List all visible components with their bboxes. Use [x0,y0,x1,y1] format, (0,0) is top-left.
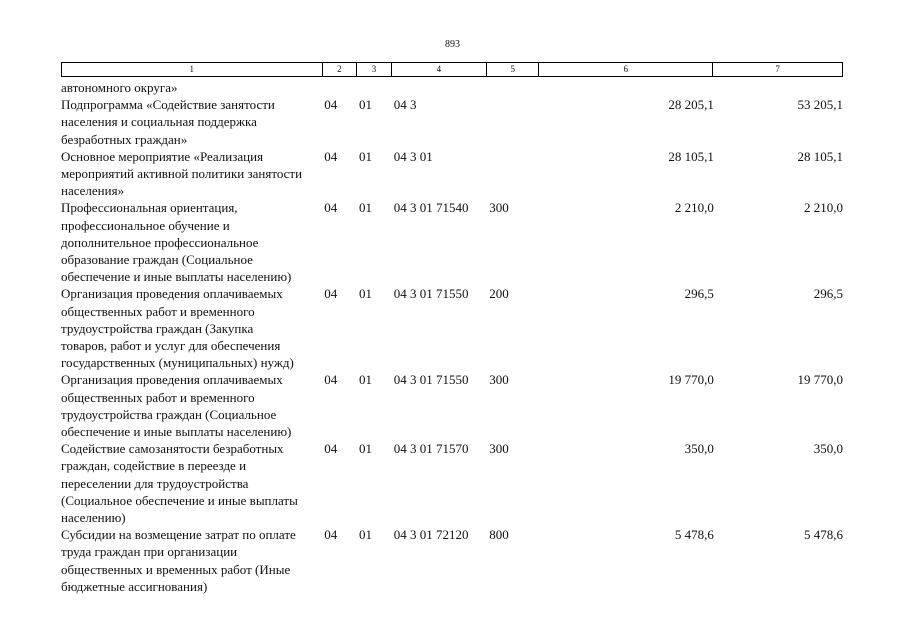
row-c2: 04 [324,527,338,543]
row-name-line: общественных работ и временного [61,303,255,319]
row-c3: 01 [358,97,372,113]
row-c6: 350,0 [684,441,714,457]
continuation-row [61,79,843,96]
row-c3: 01 [358,527,372,543]
row-name [61,526,322,595]
row-c3: 01 [358,286,372,302]
continuation-text: автономного округа» [61,80,178,95]
row-name-line: дополнительное профессиональное [61,234,259,250]
row-c6: 296,5 [684,286,714,302]
header-col-6: 6 [539,63,713,76]
row-name-line: трудоустройства граждан (Закупка [61,320,254,336]
row-c7: 5 478,6 [804,527,843,543]
row-c5 [487,148,540,200]
row-name-line: общественных работ и временного [61,389,255,405]
row-c6: 19 770,0 [668,372,714,388]
row-c3: 01 [358,200,372,216]
row-c5 [487,96,540,148]
header-col-3: 3 [357,63,392,76]
row-name-line: населения» [61,183,125,199]
row-name-line: мероприятий активной политики занятости [61,166,303,182]
header-col-5: 5 [487,63,539,76]
row-c3: 01 [358,441,372,457]
row-c2: 04 [324,97,338,113]
table-header [61,62,843,77]
row-name [61,96,322,148]
row-name-line: общественных и временных работ (Иные [61,561,291,577]
table-rows [61,96,843,595]
row-c2: 04 [324,148,338,164]
row-name-line: Профессиональная ориентация, [61,200,238,216]
row-c6: 2 210,0 [674,200,714,216]
row-name-line: профессиональное обучение и [61,217,230,233]
header-col-1: 1 [62,63,323,76]
row-c5: 300 [489,372,509,388]
table-row [61,148,843,200]
row-name-line: образование граждан (Социальное [61,252,253,268]
row-c6: 28 205,1 [668,97,714,113]
row-name [61,148,322,200]
table-row [61,440,843,526]
row-c4: 04 3 01 71550 [393,286,469,302]
row-c4: 04 3 01 71570 [393,441,469,457]
row-c4: 04 3 01 71540 [393,200,469,216]
row-name-line: товаров, работ и услуг для обеспечения [61,338,281,354]
row-name-line: переселении для трудоустройства [61,475,249,491]
row-name [61,285,322,371]
row-c7: 19 770,0 [797,372,843,388]
table-row [61,199,843,285]
header-col-2: 2 [323,63,358,76]
row-name-line: Содействие самозанятости безработных [61,441,284,457]
row-name-line: трудоустройства граждан (Социальное [61,406,277,422]
row-name [61,371,322,440]
row-c2: 04 [324,286,338,302]
row-c4: 04 3 [393,97,417,113]
row-c5: 300 [489,441,509,457]
row-c5: 200 [489,286,509,302]
row-name [61,440,322,526]
row-c4: 04 3 01 71550 [393,372,469,388]
row-c4: 04 3 01 72120 [393,527,469,543]
row-name-line: Подпрограмма «Содействие занятости [61,97,275,113]
row-name-line: обеспечение и иные выплаты населению) [61,424,292,440]
row-name-line: бюджетные ассигнования) [61,578,208,594]
row-name-line: населения и социальная поддержка [61,114,257,130]
header-col-4: 4 [392,63,487,76]
row-c7: 2 210,0 [804,200,843,216]
row-c3: 01 [358,372,372,388]
row-name-line: Субсидии на возмещение затрат по оплате [61,527,296,543]
table-row [61,526,843,595]
row-c3: 01 [358,148,372,164]
row-c7: 28 105,1 [797,148,843,164]
row-c2: 04 [324,200,338,216]
row-c4: 04 3 01 [393,148,433,164]
row-c5: 300 [489,200,509,216]
row-name-line: Организация проведения оплачиваемых [61,286,283,302]
row-name [61,199,322,285]
table-body [61,79,843,595]
row-c2: 04 [324,441,338,457]
row-name-line: государственных (муниципальных) нужд) [61,355,294,371]
row-name-line: Организация проведения оплачиваемых [61,372,283,388]
row-name-line: Основное мероприятие «Реализация [61,148,264,164]
row-c7: 296,5 [813,286,843,302]
row-name-line: населению) [61,510,126,526]
table-row [61,371,843,440]
row-name-line: (Социальное обеспечение и иные выплаты [61,492,298,508]
row-c5: 800 [489,527,509,543]
row-name-line: безработных граждан» [61,131,188,147]
row-name-line: обеспечение и иные выплаты населению) [61,269,292,285]
row-c7: 53 205,1 [797,97,843,113]
table-row [61,285,843,371]
row-c6: 5 478,6 [674,527,714,543]
row-name-line: труда граждан при организации [61,544,238,560]
row-name-line: граждан, содействие в переезде и [61,458,247,474]
row-c2: 04 [324,372,338,388]
table-row [61,96,843,148]
page-number: 893 [445,39,460,50]
row-c6: 28 105,1 [668,148,714,164]
row-c7: 350,0 [813,441,843,457]
header-col-7: 7 [775,64,780,74]
